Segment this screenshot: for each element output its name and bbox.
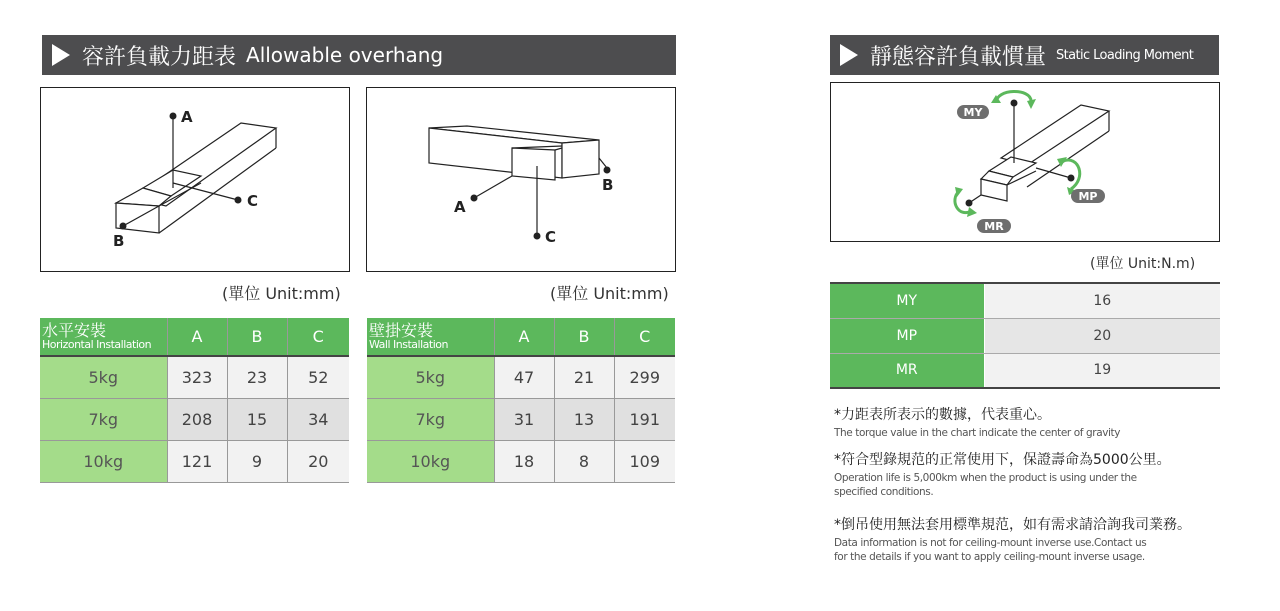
table-header-label: 壁掛安裝 Wall Installation (367, 318, 494, 356)
label-a: A (181, 108, 193, 126)
badge-mp: MP (1078, 190, 1098, 203)
play-arrow-icon (52, 44, 70, 66)
table-row: 5kg 323 23 52 (40, 356, 349, 398)
static-moment-table (830, 282, 1220, 389)
table-row: 7kg 31 13 191 (367, 398, 675, 440)
table-row: 10kg 121 9 20 (40, 440, 349, 482)
table-row: 10kg 18 8 109 (367, 440, 675, 482)
table-row: MY 16 (830, 283, 1220, 318)
badge-my: MY (963, 106, 983, 119)
horizontal-installation-table (40, 318, 349, 483)
column-header: A (167, 318, 227, 356)
table-row: 7kg 208 15 34 (40, 398, 349, 440)
note-en: Data information is not for ceiling-mount inverse use.Contact us for the details if you want to apply ceiling-mount inverse usage. (834, 537, 1147, 563)
table-row: MP 20 (830, 318, 1220, 353)
wall-installation-table (367, 318, 675, 483)
note-zh: *倒吊使用無法套用標準規范，如有需求請洽詢我司業務。 (834, 517, 1191, 533)
label-b: B (602, 176, 614, 194)
static-loading-moment-banner (830, 35, 1219, 75)
label-a: A (454, 198, 466, 216)
badge-mr: MR (984, 220, 1004, 233)
column-header: B (554, 318, 614, 356)
section-title-en: Static Loading Moment (1056, 47, 1194, 63)
table-row: 5kg 47 21 299 (367, 356, 675, 398)
section-title-zh: 靜態容許負載慣量 (870, 44, 1047, 70)
unit-label-moment: (單位 Unit:N.m) (1090, 256, 1196, 272)
note-zh: *符合型錄規范的正常使用下，保證壽命為5000公里。 (834, 452, 1171, 468)
table-row: MR 19 (830, 353, 1220, 388)
column-header: B (227, 318, 287, 356)
column-header: C (614, 318, 675, 356)
section-title-en: Allowable overhang (246, 43, 444, 67)
static-moment-diagram (830, 82, 1220, 242)
label-b: B (113, 232, 125, 250)
label-c: C (545, 228, 557, 246)
column-header: C (287, 318, 349, 356)
allowable-overhang-banner (42, 35, 676, 75)
wall-installation-diagram (366, 87, 676, 272)
label-c: C (247, 192, 259, 210)
table-header-label: 水平安裝 Horizontal Installation (40, 318, 167, 356)
column-header: A (494, 318, 554, 356)
unit-label-horizontal: (單位 Unit:mm) (222, 284, 341, 303)
note-zh: *力距表所表示的數據，代表重心。 (834, 407, 1051, 423)
note-en: The torque value in the chart indicate the center of gravity (834, 427, 1121, 439)
horizontal-installation-diagram (40, 87, 350, 272)
note-en: Operation life is 5,000km when the product is using under the specified conditions. (834, 472, 1137, 498)
unit-label-wall: (單位 Unit:mm) (550, 284, 669, 303)
section-title-zh: 容許負載力距表 (82, 44, 237, 70)
play-arrow-icon (840, 44, 858, 66)
